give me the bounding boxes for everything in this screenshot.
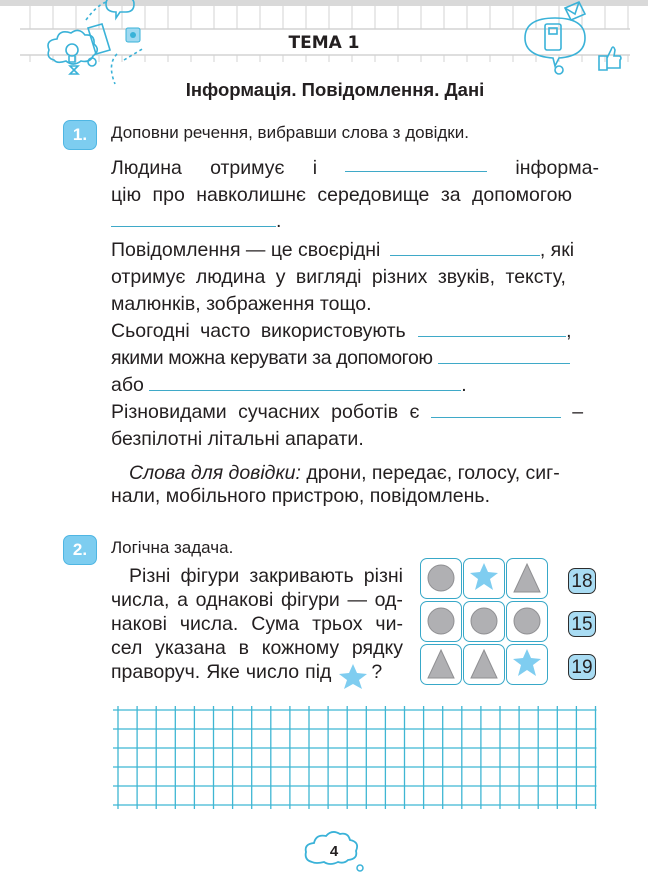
- word: а: [177, 589, 188, 611]
- word: сел: [111, 637, 143, 659]
- task-1-line-4: [111, 239, 574, 262]
- hint-line-2: нали, мобільного пристрою, повідомлень.: [111, 485, 490, 507]
- task-1-line-11: безпілотні літальні апарати.: [111, 428, 364, 450]
- answer-blank[interactable]: [111, 212, 276, 227]
- text: і: [312, 157, 318, 179]
- text: –: [572, 401, 584, 423]
- task-2-text-line: [111, 661, 382, 689]
- text: , які: [539, 239, 575, 261]
- word: кожному: [261, 637, 340, 659]
- circle-icon: [421, 602, 461, 641]
- envelope-icon: [565, 2, 585, 20]
- word: накові: [111, 613, 167, 635]
- triangle-icon: [421, 645, 461, 684]
- page-number: 4: [329, 843, 339, 860]
- text: Повідомлення — це своєрідні: [111, 239, 381, 261]
- task-1-line-5: отримує людина у вигляді різних звуків, тексту,: [111, 266, 566, 288]
- circle-icon: [507, 602, 547, 641]
- row-sum: 18: [568, 568, 596, 594]
- word: праворуч.: [111, 661, 201, 683]
- word: фігури: [180, 565, 240, 587]
- star-icon: [464, 559, 504, 598]
- task-1-line-8: [111, 347, 570, 370]
- word: різні: [363, 565, 403, 587]
- page-title: Інформація. Повідомлення. Дані: [185, 79, 485, 100]
- word: числа,: [111, 589, 170, 611]
- task-2-instruction: Логічна задача.: [111, 538, 234, 557]
- word: число: [245, 661, 300, 683]
- word: числа.: [179, 613, 239, 635]
- text: .: [276, 210, 282, 232]
- circle-icon: [421, 559, 461, 598]
- topic-label: ТЕМА 1: [288, 33, 360, 53]
- word: трьох: [312, 613, 363, 635]
- word: однакові: [195, 589, 274, 611]
- hint-line-1: [129, 462, 560, 485]
- answer-blank[interactable]: [431, 403, 561, 418]
- text: Людина: [111, 157, 182, 179]
- row-sum: 19: [568, 654, 596, 680]
- answer-grid[interactable]: [113, 706, 603, 811]
- puzzle-cell: [506, 644, 548, 685]
- hint-label: Слова для довідки:: [129, 462, 301, 484]
- task-1-line-10: [111, 401, 583, 424]
- text: Різновидами сучасних роботів є: [111, 401, 420, 423]
- text: отримує: [210, 157, 285, 179]
- word: фігури: [281, 589, 340, 611]
- task-2-text-line: [111, 589, 403, 612]
- puzzle-cell: [506, 601, 548, 642]
- task-2-text-line: [111, 637, 403, 660]
- puzzle-cell: [463, 644, 505, 685]
- puzzle-cell: [420, 644, 462, 685]
- word: в: [238, 637, 249, 659]
- answer-blank[interactable]: [418, 322, 566, 337]
- task-1-line-9: [111, 374, 467, 397]
- task-1-instruction: Доповни речення, вибравши слова з довідки.: [111, 123, 469, 142]
- text: .: [461, 374, 467, 396]
- puzzle-cell: [420, 601, 462, 642]
- word: рядку: [351, 637, 403, 659]
- text: або: [111, 374, 144, 396]
- task-1-line-2: [111, 184, 599, 207]
- speech-bubble-icon: [106, 0, 134, 18]
- puzzle-cell: [463, 601, 505, 642]
- task-2-text-line: [129, 565, 403, 588]
- task-2-text-line: [111, 613, 403, 636]
- text: цію про навколишнє середовище за допомогою: [111, 184, 573, 206]
- text: якими можна керувати за допомогою: [111, 347, 433, 369]
- task-1-line-7: [111, 320, 572, 343]
- star-icon: [337, 663, 369, 689]
- word: —: [347, 589, 367, 611]
- word: Різні: [129, 565, 171, 587]
- answer-blank[interactable]: [390, 241, 540, 256]
- question-mark: ?: [371, 661, 383, 683]
- circle-icon: [464, 602, 504, 641]
- triangle-icon: [464, 645, 504, 684]
- star-icon: [507, 645, 547, 684]
- answer-blank[interactable]: [345, 157, 487, 172]
- word: під: [305, 661, 332, 683]
- row-sum: 15: [568, 611, 596, 637]
- word: Сума: [251, 613, 300, 635]
- answer-blank[interactable]: [438, 349, 570, 364]
- puzzle-cell: [463, 558, 505, 599]
- word: од-: [374, 589, 403, 611]
- task-2-badge: 2.: [63, 535, 97, 565]
- task-1-line-6: малюнків, зображення тощо.: [111, 293, 372, 315]
- task-1-badge: 1.: [63, 120, 97, 150]
- puzzle-cell: [506, 558, 548, 599]
- puzzle-cell: [420, 558, 462, 599]
- word: Яке: [206, 661, 240, 683]
- word: указана: [155, 637, 226, 659]
- text: інформа-: [515, 157, 599, 179]
- triangle-icon: [507, 559, 547, 598]
- word: закривають: [249, 565, 354, 587]
- hint-words: дрони, передає, голосу, сиг-: [306, 462, 560, 484]
- task-1-line-3: [111, 210, 281, 233]
- text: ,: [566, 320, 572, 342]
- answer-blank[interactable]: [149, 376, 461, 391]
- task-1-line-1: [111, 157, 599, 180]
- word: чи-: [375, 613, 403, 635]
- text: Сьогодні часто використовують: [111, 320, 406, 342]
